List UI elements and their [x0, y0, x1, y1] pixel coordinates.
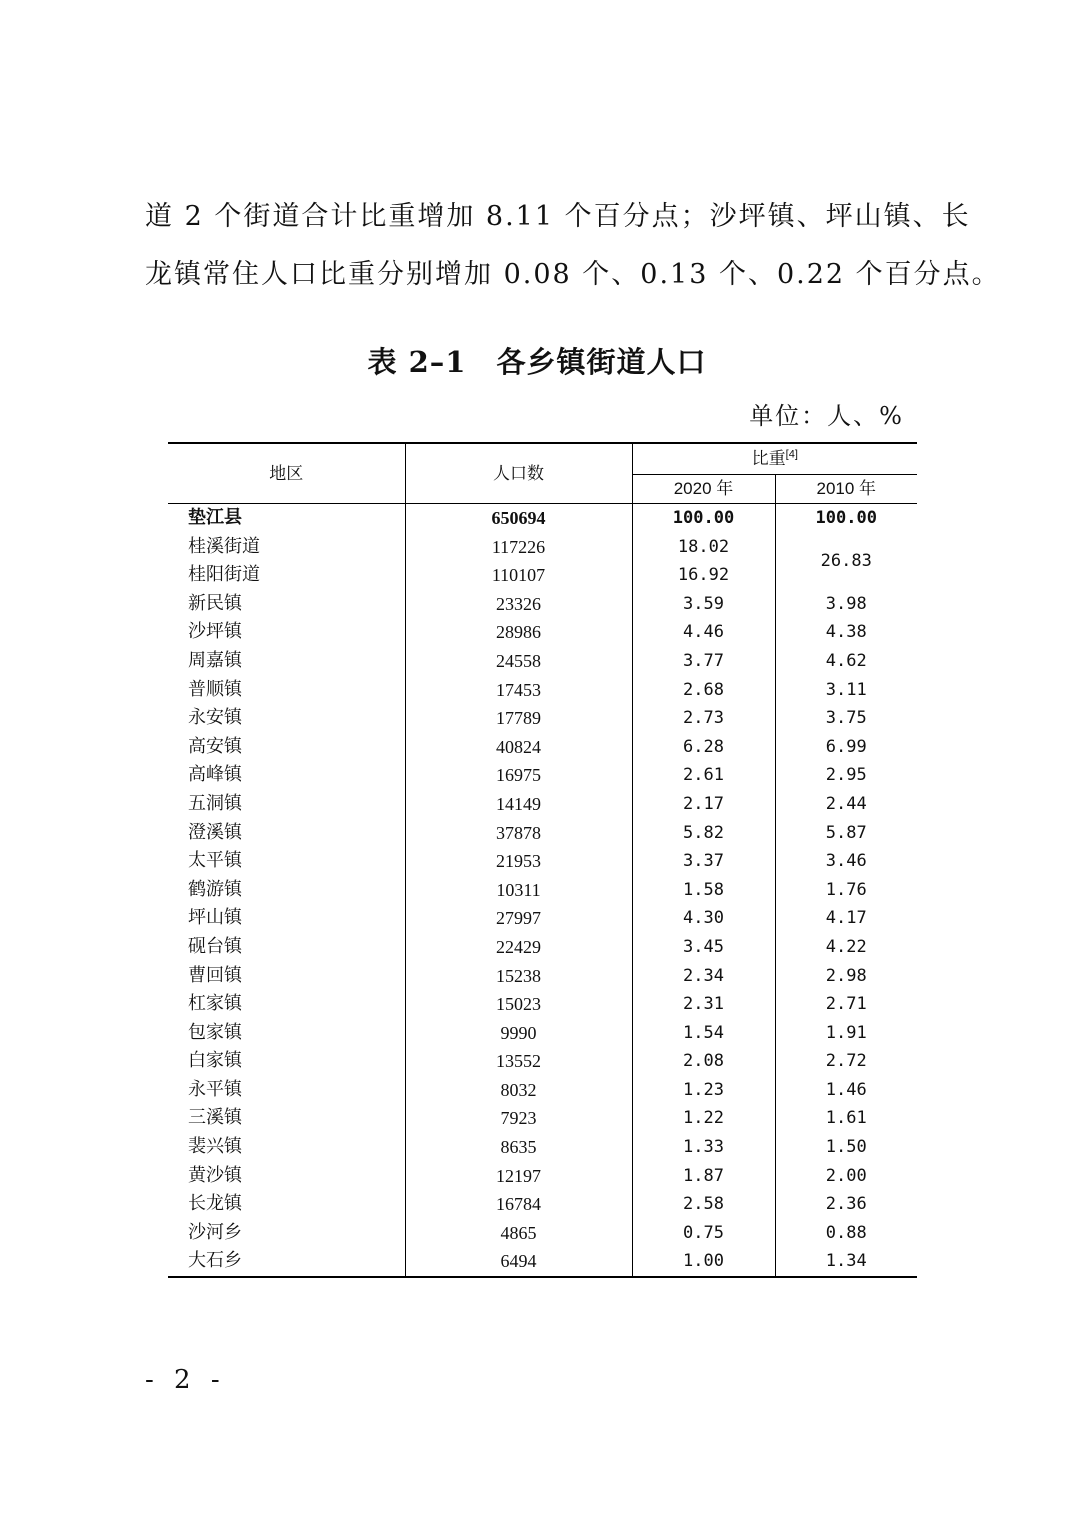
- header-ratio: [632, 443, 917, 475]
- population-cell: 14149: [405, 790, 632, 819]
- population-cell: 10311: [405, 876, 632, 905]
- ratio-2020-cell: 1.87: [632, 1162, 775, 1191]
- population-cell: 8635: [405, 1133, 632, 1162]
- region-cell: 桂溪街道: [168, 533, 405, 562]
- population-table: [168, 442, 917, 1278]
- region-cell: 包家镇: [168, 1019, 405, 1048]
- ratio-2010-cell: 2.98: [825, 965, 867, 986]
- table-row: [168, 1219, 917, 1248]
- header-population: 人口数: [405, 443, 632, 504]
- ratio-2010-cell: 1.61: [825, 1108, 867, 1129]
- header-2010: 2010 年: [775, 475, 917, 504]
- ratio-2010-cell: 4.17: [825, 908, 867, 929]
- table-row: [168, 819, 917, 848]
- ratio-2020-cell: 1.54: [632, 1019, 775, 1048]
- ratio-2010-cell: 3.75: [825, 708, 867, 729]
- ratio-2020-cell: 1.58: [632, 876, 775, 905]
- region-cell: 沙河乡: [168, 1219, 405, 1248]
- population-cell: 110107: [405, 561, 632, 590]
- population-cell: 17453: [405, 676, 632, 705]
- ratio-2010-cell: 3.46: [825, 851, 867, 872]
- header-ratio-footnote: [4]: [785, 448, 798, 461]
- region-cell: 普顺镇: [168, 676, 405, 705]
- ratio-2020-cell: 6.28: [632, 733, 775, 762]
- population-cell: 6494: [405, 1247, 632, 1277]
- table-row: [168, 761, 917, 790]
- ratio-2020-cell: 1.33: [632, 1133, 775, 1162]
- region-cell: 长龙镇: [168, 1190, 405, 1219]
- header-2020: 2020 年: [632, 475, 775, 504]
- ratio-2020-cell: 1.23: [632, 1076, 775, 1105]
- table-row: [168, 704, 917, 733]
- region-cell: 黄沙镇: [168, 1162, 405, 1191]
- population-cell: 16975: [405, 761, 632, 790]
- population-cell: 7923: [405, 1104, 632, 1133]
- ratio-2010-cell: 0.88: [825, 1222, 867, 1243]
- ratio-2010-combined-cell: 26.83: [820, 550, 872, 571]
- ratio-2010-cell: 1.76: [825, 879, 867, 900]
- ratio-2020-cell: 5.82: [632, 819, 775, 848]
- ratio-2010-cell: 1.46: [825, 1079, 867, 1100]
- region-cell: 桂阳街道: [168, 561, 405, 590]
- population-cell: 28986: [405, 618, 632, 647]
- population-cell: 27997: [405, 904, 632, 933]
- ratio-2010-cell: 2.36: [825, 1194, 867, 1215]
- table-row: [168, 904, 917, 933]
- ratio-2020-cell: 100.00: [632, 504, 775, 533]
- ratio-2020-cell: 0.75: [632, 1219, 775, 1248]
- ratio-2010-cell: 4.38: [825, 622, 867, 643]
- header-ratio-label: 比重: [751, 449, 786, 468]
- table-title-number: 表 2–1: [367, 345, 467, 379]
- ratio-2020-cell: 2.68: [632, 676, 775, 705]
- region-cell: 垫江县: [168, 504, 405, 533]
- table-title: [0, 340, 1074, 381]
- population-cell: 13552: [405, 1047, 632, 1076]
- ratio-2010-cell: 2.72: [825, 1051, 867, 1072]
- population-cell: 12197: [405, 1162, 632, 1191]
- ratio-2010-cell: 2.00: [825, 1165, 867, 1186]
- region-cell: 高峰镇: [168, 761, 405, 790]
- ratio-2020-cell: 3.37: [632, 847, 775, 876]
- ratio-2020-cell: 2.73: [632, 704, 775, 733]
- region-cell: 砚台镇: [168, 933, 405, 962]
- ratio-2020-cell: 2.17: [632, 790, 775, 819]
- population-cell: 16784: [405, 1190, 632, 1219]
- paragraph-line-1: 道 2 个街道合计比重增加 8.11 个百分点；沙坪镇、坪山镇、长: [145, 201, 971, 232]
- ratio-2020-cell: 2.31: [632, 990, 775, 1019]
- table-row-total: [168, 504, 917, 533]
- table-row: [168, 1047, 917, 1076]
- table-row: [168, 962, 917, 991]
- table-unit-label: 单位：人、%: [749, 402, 904, 430]
- table-row: [168, 847, 917, 876]
- page-number: - 2 -: [145, 1365, 226, 1395]
- table-row: [168, 876, 917, 905]
- ratio-2020-cell: 3.59: [632, 590, 775, 619]
- region-cell: 永平镇: [168, 1076, 405, 1105]
- ratio-2020-cell: 18.02: [632, 533, 775, 562]
- table-row: [168, 1019, 917, 1048]
- population-cell: 37878: [405, 819, 632, 848]
- population-cell: 650694: [405, 504, 632, 533]
- ratio-2010-cell: 4.62: [825, 650, 867, 671]
- population-cell: 15238: [405, 962, 632, 991]
- population-cell: 8032: [405, 1076, 632, 1105]
- ratio-2010-cell: 2.71: [825, 994, 867, 1015]
- region-cell: 周嘉镇: [168, 647, 405, 676]
- ratio-2010-cell: 1.50: [825, 1137, 867, 1158]
- ratio-2010-cell: 3.11: [825, 679, 867, 700]
- table-row: [168, 990, 917, 1019]
- ratio-2010-cell: 5.87: [825, 822, 867, 843]
- region-cell: 三溪镇: [168, 1104, 405, 1133]
- region-cell: 曹回镇: [168, 962, 405, 991]
- ratio-2020-cell: 2.61: [632, 761, 775, 790]
- ratio-2010-cell: 4.22: [825, 936, 867, 957]
- ratio-2010-cell: 2.95: [825, 765, 867, 786]
- population-cell: 21953: [405, 847, 632, 876]
- population-cell: 24558: [405, 647, 632, 676]
- table-row: [168, 933, 917, 962]
- table-row: [168, 1190, 917, 1219]
- region-cell: 白家镇: [168, 1047, 405, 1076]
- table-row: [168, 1076, 917, 1105]
- table-row: [168, 647, 917, 676]
- ratio-2010-cell: 2.44: [825, 793, 867, 814]
- header-region: 地区: [168, 443, 405, 504]
- table-row: [168, 676, 917, 705]
- table-row: [168, 618, 917, 647]
- table-row: [168, 590, 917, 619]
- population-cell: 40824: [405, 733, 632, 762]
- region-cell: 永安镇: [168, 704, 405, 733]
- ratio-2020-cell: 4.30: [632, 904, 775, 933]
- ratio-2020-cell: 2.58: [632, 1190, 775, 1219]
- table-row: [168, 1104, 917, 1133]
- ratio-2020-cell: 3.77: [632, 647, 775, 676]
- table-row: [168, 733, 917, 762]
- ratio-2020-cell: 2.08: [632, 1047, 775, 1076]
- region-cell: 沙坪镇: [168, 618, 405, 647]
- region-cell: 高安镇: [168, 733, 405, 762]
- region-cell: 裴兴镇: [168, 1133, 405, 1162]
- ratio-2020-cell: 2.34: [632, 962, 775, 991]
- table-row: [168, 533, 917, 562]
- population-cell: 17789: [405, 704, 632, 733]
- region-cell: 澄溪镇: [168, 819, 405, 848]
- region-cell: 鹤游镇: [168, 876, 405, 905]
- ratio-2020-cell: 16.92: [632, 561, 775, 590]
- table-row: [168, 790, 917, 819]
- ratio-2020-cell: 1.00: [632, 1247, 775, 1277]
- region-cell: 太平镇: [168, 847, 405, 876]
- ratio-2010-cell: 6.99: [825, 736, 867, 757]
- ratio-2010-cell: 1.91: [825, 1022, 867, 1043]
- population-cell: 9990: [405, 1019, 632, 1048]
- population-cell: 117226: [405, 533, 632, 562]
- region-cell: 杠家镇: [168, 990, 405, 1019]
- table-row: [168, 1247, 917, 1277]
- region-cell: 五洞镇: [168, 790, 405, 819]
- region-cell: 坪山镇: [168, 904, 405, 933]
- ratio-2010-cell: 3.98: [825, 593, 867, 614]
- population-cell: 22429: [405, 933, 632, 962]
- population-cell: 15023: [405, 990, 632, 1019]
- ratio-2020-cell: 3.45: [632, 933, 775, 962]
- ratio-2020-cell: 4.46: [632, 618, 775, 647]
- ratio-2010-cell: 1.34: [775, 1247, 917, 1277]
- region-cell: 大石乡: [168, 1247, 405, 1277]
- table-row: [168, 1133, 917, 1162]
- table-row: [168, 1162, 917, 1191]
- table-title-text: 各乡镇街道人口: [496, 345, 707, 379]
- population-cell: 23326: [405, 590, 632, 619]
- population-cell: 4865: [405, 1219, 632, 1248]
- ratio-2020-cell: 1.22: [632, 1104, 775, 1133]
- ratio-2010-cell: 100.00: [815, 508, 877, 528]
- paragraph-line-2: 龙镇常住人口比重分别增加 0.08 个、0.13 个、0.22 个百分点。: [145, 259, 1001, 290]
- region-cell: 新民镇: [168, 590, 405, 619]
